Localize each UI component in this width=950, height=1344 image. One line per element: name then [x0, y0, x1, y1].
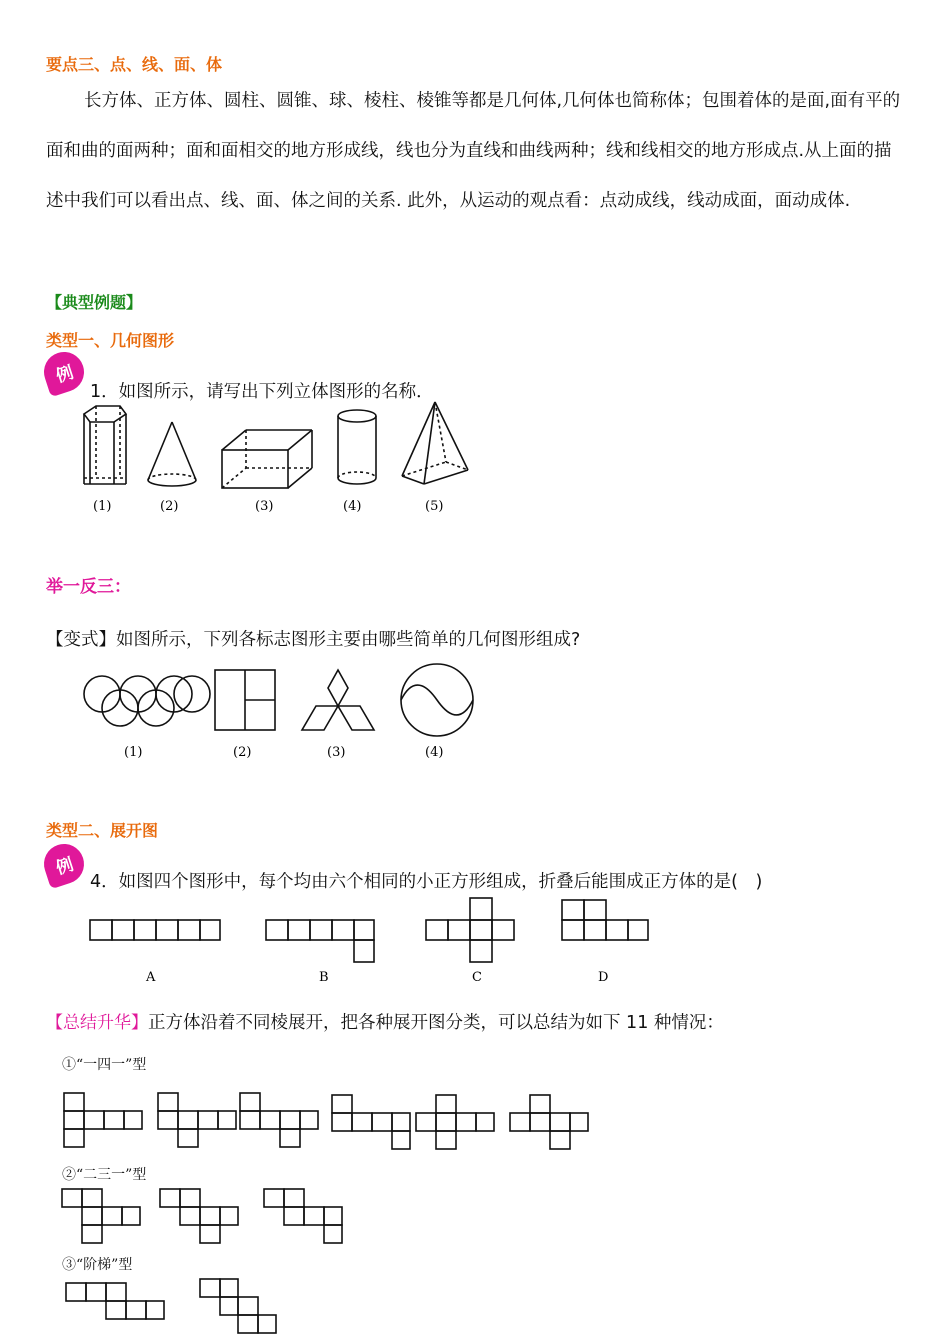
net-141-3	[240, 1093, 318, 1147]
example-badge: 例	[39, 347, 89, 397]
practice-question: 【变式】如图所示，下列各标志图形主要由哪些简单的几何图形组成?	[46, 630, 581, 650]
summary-line	[46, 1008, 724, 1034]
net-231-3	[264, 1189, 342, 1243]
net-ladder-2	[200, 1279, 276, 1333]
type1-title: 类型一、几何图形	[46, 331, 175, 350]
type-141-label: ①“一四一”型	[62, 1057, 147, 1073]
type-ladder-label: ③“阶梯”型	[62, 1257, 133, 1273]
net-141-1	[64, 1093, 142, 1147]
net-231-1	[62, 1189, 140, 1243]
net-caption-c: C	[472, 970, 482, 985]
nets-231-figure	[60, 1185, 360, 1250]
diamonds-logo-shape	[302, 670, 374, 730]
summary-text: 正方体沿着不同棱展开，把各种展开图分类，可以总结为如下 11 种情况：	[148, 1013, 724, 1033]
taiji-logo-shape	[401, 664, 473, 736]
question-4: 4．如图四个图形中，每个均由六个相同的小正方形组成，折叠后能围成正方体的是( )	[90, 872, 763, 892]
net-d-shape	[562, 900, 648, 940]
examples-title: 【典型例题】	[46, 293, 143, 312]
net-caption-d: D	[598, 970, 609, 985]
pyramid-shape	[402, 402, 468, 484]
question-1: 1．如图所示，请写出下列立体图形的名称．	[90, 382, 434, 402]
logo-caption-2: (2)	[233, 745, 252, 760]
net-ladder-1	[66, 1283, 164, 1319]
rectangles-logo-shape	[215, 670, 275, 730]
net-caption-b: B	[319, 970, 329, 985]
net-c-shape	[426, 898, 514, 962]
logo-caption-1: (1)	[124, 745, 143, 760]
net-141-6	[510, 1095, 588, 1149]
cylinder-shape	[338, 410, 376, 484]
type-231-label: ②“二三一”型	[62, 1167, 147, 1183]
nets-141-figure	[60, 1085, 600, 1155]
olympic-rings-shape	[84, 676, 210, 726]
logo-caption-3: (3)	[327, 745, 346, 760]
net-b-shape	[266, 920, 374, 962]
caption-5: (5)	[425, 499, 444, 514]
caption-3: (3)	[255, 499, 274, 514]
logos-figure	[70, 660, 490, 770]
summary-label: 【总结升华】	[46, 1013, 148, 1033]
solids-figure	[60, 398, 500, 523]
example-badge-2: 例	[39, 839, 89, 889]
net-141-4	[332, 1095, 410, 1149]
logo-caption-4: (4)	[425, 745, 444, 760]
section3-title: 要点三、点、线、面、体	[46, 55, 223, 74]
caption-1: (1)	[93, 499, 112, 514]
net-231-2	[160, 1189, 238, 1243]
caption-2: (2)	[160, 499, 179, 514]
hexagonal-prism-shape	[84, 406, 126, 484]
type2-title: 类型二、展开图	[46, 821, 159, 840]
nets-ladder-figure	[60, 1275, 300, 1337]
cone-shape	[148, 422, 196, 486]
cuboid-shape	[222, 430, 312, 488]
net-a-shape	[90, 920, 220, 940]
caption-4: (4)	[343, 499, 362, 514]
nets-figure	[80, 890, 680, 990]
net-141-2	[158, 1093, 236, 1147]
section3-paragraph: 长方体、正方体、圆柱、圆锥、球、棱柱、棱锥等都是几何体,几何体也简称体；包围着体的是面,面有平的面和曲的面两种；面和面相交的地方形成线，线也分为直线和曲线两种；线和线相交的地方形成点.从上面的描述中我们可以看出点、线、面、体之间的关系. 此外，从运动的观点看：点动成线，线动成面，面动成体.	[46, 91, 901, 211]
net-caption-a: A	[146, 970, 156, 985]
net-141-5	[416, 1095, 494, 1149]
practice-title: 举一反三：	[46, 577, 131, 597]
